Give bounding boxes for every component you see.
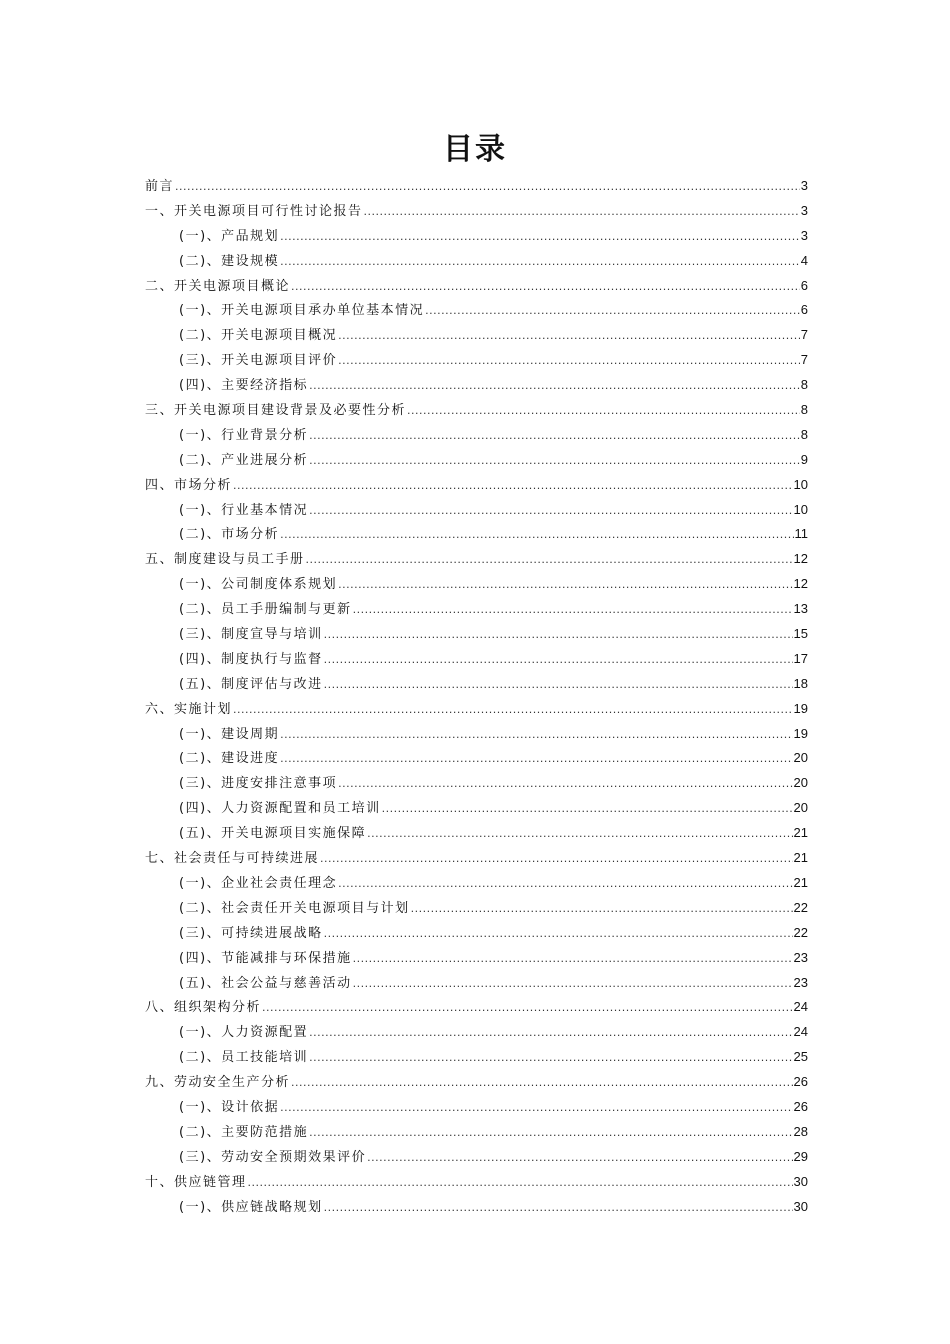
toc-entry-page: 24 bbox=[793, 1024, 808, 1040]
toc-entry-label: 四、市场分析 bbox=[145, 477, 233, 493]
toc-dot-leader bbox=[324, 922, 793, 947]
toc-entry-page: 20 bbox=[793, 775, 808, 791]
toc-entry-label: (一)、设计依据 bbox=[179, 1099, 280, 1115]
toc-entry-page: 10 bbox=[793, 501, 808, 517]
toc-entry-page: 8 bbox=[800, 377, 808, 393]
toc-dot-leader bbox=[338, 324, 800, 349]
toc-entry-page: 17 bbox=[793, 650, 808, 666]
toc-dot-leader bbox=[338, 772, 792, 797]
toc-entry-page: 8 bbox=[800, 426, 808, 442]
toc-dot-leader bbox=[320, 847, 793, 872]
toc-title: 目录 bbox=[443, 132, 507, 167]
toc-entry-label: (一)、公司制度体系规划 bbox=[179, 577, 338, 593]
toc-entry-page: 21 bbox=[793, 825, 808, 841]
toc-entry[interactable] bbox=[145, 348, 808, 373]
toc-entry-label: (二)、市场分析 bbox=[179, 527, 280, 543]
toc-entry[interactable] bbox=[145, 572, 808, 597]
toc-entry[interactable] bbox=[145, 373, 808, 398]
toc-entry[interactable] bbox=[145, 224, 808, 249]
toc-entry-page: 28 bbox=[793, 1123, 808, 1139]
toc-entry[interactable] bbox=[145, 871, 808, 896]
toc-dot-leader bbox=[338, 872, 792, 897]
toc-entry-label: (一)、建设周期 bbox=[179, 726, 280, 742]
toc-entry-label: 六、实施计划 bbox=[145, 701, 233, 717]
toc-dot-leader bbox=[309, 424, 800, 449]
toc-entry-page: 8 bbox=[800, 402, 808, 418]
toc-entry[interactable] bbox=[145, 1120, 808, 1145]
toc-entry[interactable] bbox=[145, 647, 808, 672]
toc-entry[interactable] bbox=[145, 174, 808, 199]
toc-dot-leader bbox=[309, 1121, 792, 1146]
toc-entry-page: 4 bbox=[800, 252, 808, 268]
toc-entry-page: 25 bbox=[793, 1049, 808, 1065]
toc-entry-page: 30 bbox=[793, 1173, 808, 1189]
toc-entry-label: (一)、产品规划 bbox=[179, 228, 280, 244]
toc-dot-leader bbox=[309, 449, 800, 474]
toc-entry-label: 八、组织架构分析 bbox=[145, 1000, 262, 1016]
toc-dot-leader bbox=[309, 374, 800, 399]
toc-list bbox=[145, 174, 808, 1219]
toc-entry-page: 3 bbox=[800, 202, 808, 218]
toc-entry-label: (三)、可持续进展战略 bbox=[179, 925, 323, 941]
toc-dot-leader bbox=[291, 275, 800, 300]
toc-dot-leader bbox=[309, 1046, 792, 1071]
toc-entry-page: 30 bbox=[793, 1198, 808, 1214]
toc-entry-page: 26 bbox=[793, 1074, 808, 1090]
toc-entry-page: 13 bbox=[793, 601, 808, 617]
toc-entry-label: 二、开关电源项目概论 bbox=[145, 278, 291, 294]
toc-entry[interactable] bbox=[145, 448, 808, 473]
toc-entry-label: (一)、开关电源项目承办单位基本情况 bbox=[179, 303, 425, 319]
toc-dot-leader bbox=[353, 598, 793, 623]
toc-dot-leader bbox=[280, 723, 792, 748]
toc-entry-label: 十、供应链管理 bbox=[145, 1174, 247, 1190]
toc-entry-page: 21 bbox=[793, 874, 808, 890]
toc-entry[interactable] bbox=[145, 946, 808, 971]
toc-dot-leader bbox=[306, 548, 793, 573]
toc-entry-page: 26 bbox=[793, 1098, 808, 1114]
toc-dot-leader bbox=[367, 1146, 792, 1171]
toc-entry[interactable] bbox=[145, 298, 808, 323]
toc-entry-page: 24 bbox=[793, 999, 808, 1015]
toc-entry-page: 7 bbox=[800, 327, 808, 343]
toc-entry-page: 21 bbox=[793, 850, 808, 866]
toc-entry-page: 3 bbox=[800, 227, 808, 243]
toc-entry[interactable] bbox=[145, 199, 808, 224]
toc-entry[interactable] bbox=[145, 597, 808, 622]
toc-dot-leader bbox=[291, 1071, 793, 1096]
toc-dot-leader bbox=[280, 523, 793, 548]
toc-entry[interactable] bbox=[145, 1170, 808, 1195]
toc-dot-leader bbox=[324, 648, 793, 673]
toc-entry-page: 20 bbox=[793, 800, 808, 816]
toc-entry-label: (一)、供应链战略规划 bbox=[179, 1199, 323, 1215]
toc-entry-label: (五)、社会公益与慈善活动 bbox=[179, 975, 352, 991]
toc-entry-label: (五)、开关电源项目实施保障 bbox=[179, 826, 367, 842]
toc-entry[interactable] bbox=[145, 896, 808, 921]
toc-entry[interactable] bbox=[145, 522, 808, 547]
toc-entry[interactable] bbox=[145, 398, 808, 423]
toc-entry-label: (一)、人力资源配置 bbox=[179, 1025, 309, 1041]
toc-entry-page: 11 bbox=[794, 526, 808, 542]
toc-entry-label: (三)、劳动安全预期效果评价 bbox=[179, 1149, 367, 1165]
toc-entry-label: 一、开关电源项目可行性讨论报告 bbox=[145, 203, 363, 219]
toc-entry-page: 12 bbox=[793, 551, 808, 567]
toc-entry-label: (一)、企业社会责任理念 bbox=[179, 875, 338, 891]
toc-entry[interactable] bbox=[145, 672, 808, 697]
toc-entry-label: 三、开关电源项目建设背景及必要性分析 bbox=[145, 403, 407, 419]
toc-entry-label: 前言 bbox=[145, 179, 175, 194]
toc-entry-label: (一)、行业背景分析 bbox=[179, 427, 309, 443]
toc-entry[interactable] bbox=[145, 274, 808, 299]
toc-entry[interactable] bbox=[145, 796, 808, 821]
toc-entry[interactable] bbox=[145, 622, 808, 647]
toc-entry[interactable] bbox=[145, 971, 808, 996]
toc-entry-page: 19 bbox=[793, 725, 808, 741]
toc-entry[interactable] bbox=[145, 921, 808, 946]
toc-dot-leader bbox=[309, 499, 792, 524]
toc-dot-leader bbox=[382, 797, 793, 822]
toc-entry-label: (一)、行业基本情况 bbox=[179, 502, 309, 518]
toc-entry[interactable] bbox=[145, 1095, 808, 1120]
toc-dot-leader bbox=[324, 673, 793, 698]
toc-dot-leader bbox=[280, 225, 800, 250]
toc-entry-label: (二)、开关电源项目概况 bbox=[179, 328, 338, 344]
toc-dot-leader bbox=[353, 947, 793, 972]
toc-entry-label: (二)、主要防范措施 bbox=[179, 1124, 309, 1140]
toc-entry-label: (三)、制度宣导与培训 bbox=[179, 627, 323, 643]
toc-entry-page: 7 bbox=[800, 352, 808, 368]
toc-entry-page: 18 bbox=[793, 675, 808, 691]
toc-dot-leader bbox=[411, 897, 793, 922]
toc-entry-label: (二)、建设进度 bbox=[179, 751, 280, 767]
toc-entry-page: 6 bbox=[800, 277, 808, 293]
toc-entry-label: (二)、员工技能培训 bbox=[179, 1050, 309, 1066]
toc-dot-leader bbox=[425, 299, 800, 324]
toc-entry[interactable] bbox=[145, 722, 808, 747]
toc-entry-page: 29 bbox=[793, 1148, 808, 1164]
toc-dot-leader bbox=[309, 1021, 792, 1046]
toc-dot-leader bbox=[364, 200, 800, 225]
toc-entry-page: 3 bbox=[800, 178, 808, 193]
toc-entry-label: (二)、建设规模 bbox=[179, 253, 280, 269]
toc-entry-label: (四)、主要经济指标 bbox=[179, 378, 309, 394]
toc-entry-label: (四)、制度执行与监督 bbox=[179, 651, 323, 667]
toc-entry[interactable] bbox=[145, 1020, 808, 1045]
toc-entry-page: 22 bbox=[793, 924, 808, 940]
toc-entry-page: 15 bbox=[793, 626, 808, 642]
toc-entry[interactable] bbox=[145, 547, 808, 572]
toc-entry[interactable] bbox=[145, 995, 808, 1020]
toc-dot-leader bbox=[407, 399, 800, 424]
toc-entry[interactable] bbox=[145, 249, 808, 274]
toc-entry-page: 20 bbox=[793, 750, 808, 766]
toc-entry-page: 10 bbox=[793, 476, 808, 492]
toc-dot-leader bbox=[338, 573, 792, 598]
toc-entry[interactable] bbox=[145, 473, 808, 498]
toc-entry-page: 9 bbox=[800, 451, 808, 467]
toc-entry-page: 23 bbox=[793, 974, 808, 990]
toc-entry-label: (二)、产业进展分析 bbox=[179, 452, 309, 468]
toc-entry[interactable] bbox=[145, 323, 808, 348]
toc-dot-leader bbox=[353, 972, 793, 997]
toc-entry-label: 七、社会责任与可持续进展 bbox=[145, 851, 320, 867]
toc-entry-label: (二)、社会责任开关电源项目与计划 bbox=[179, 900, 410, 916]
toc-entry-label: (四)、人力资源配置和员工培训 bbox=[179, 801, 381, 817]
toc-dot-leader bbox=[324, 623, 793, 648]
toc-dot-leader bbox=[233, 698, 793, 723]
toc-entry-page: 22 bbox=[793, 899, 808, 915]
toc-entry[interactable] bbox=[145, 846, 808, 871]
toc-dot-leader bbox=[280, 1096, 792, 1121]
toc-dot-leader bbox=[233, 474, 793, 499]
toc-entry-page: 6 bbox=[800, 302, 808, 318]
toc-entry[interactable] bbox=[145, 1070, 808, 1095]
toc-entry[interactable] bbox=[145, 423, 808, 448]
toc-entry[interactable] bbox=[145, 746, 808, 771]
toc-dot-leader bbox=[367, 822, 792, 847]
toc-entry-label: 五、制度建设与员工手册 bbox=[145, 552, 305, 568]
toc-entry[interactable] bbox=[145, 697, 808, 722]
toc-entry-label: (四)、节能减排与环保措施 bbox=[179, 950, 352, 966]
toc-entry-page: 19 bbox=[793, 700, 808, 716]
toc-entry[interactable] bbox=[145, 498, 808, 523]
toc-entry-label: (二)、员工手册编制与更新 bbox=[179, 602, 352, 618]
toc-entry-label: (三)、进度安排注意事项 bbox=[179, 776, 338, 792]
toc-dot-leader bbox=[262, 996, 793, 1021]
toc-dot-leader bbox=[280, 747, 792, 772]
toc-dot-leader bbox=[248, 1171, 793, 1196]
toc-entry-page: 23 bbox=[793, 949, 808, 965]
toc-dot-leader bbox=[324, 1196, 793, 1221]
toc-dot-leader bbox=[338, 349, 800, 374]
toc-dot-leader bbox=[175, 175, 800, 200]
toc-entry-page: 12 bbox=[793, 576, 808, 592]
toc-entry[interactable] bbox=[145, 1195, 808, 1220]
toc-entry[interactable] bbox=[145, 1145, 808, 1170]
toc-entry[interactable] bbox=[145, 771, 808, 796]
toc-entry-label: (五)、制度评估与改进 bbox=[179, 676, 323, 692]
toc-entry[interactable] bbox=[145, 1045, 808, 1070]
toc-entry-label: 九、劳动安全生产分析 bbox=[145, 1075, 291, 1091]
toc-entry-label: (三)、开关电源项目评价 bbox=[179, 353, 338, 369]
toc-entry[interactable] bbox=[145, 821, 808, 846]
toc-dot-leader bbox=[280, 250, 800, 275]
